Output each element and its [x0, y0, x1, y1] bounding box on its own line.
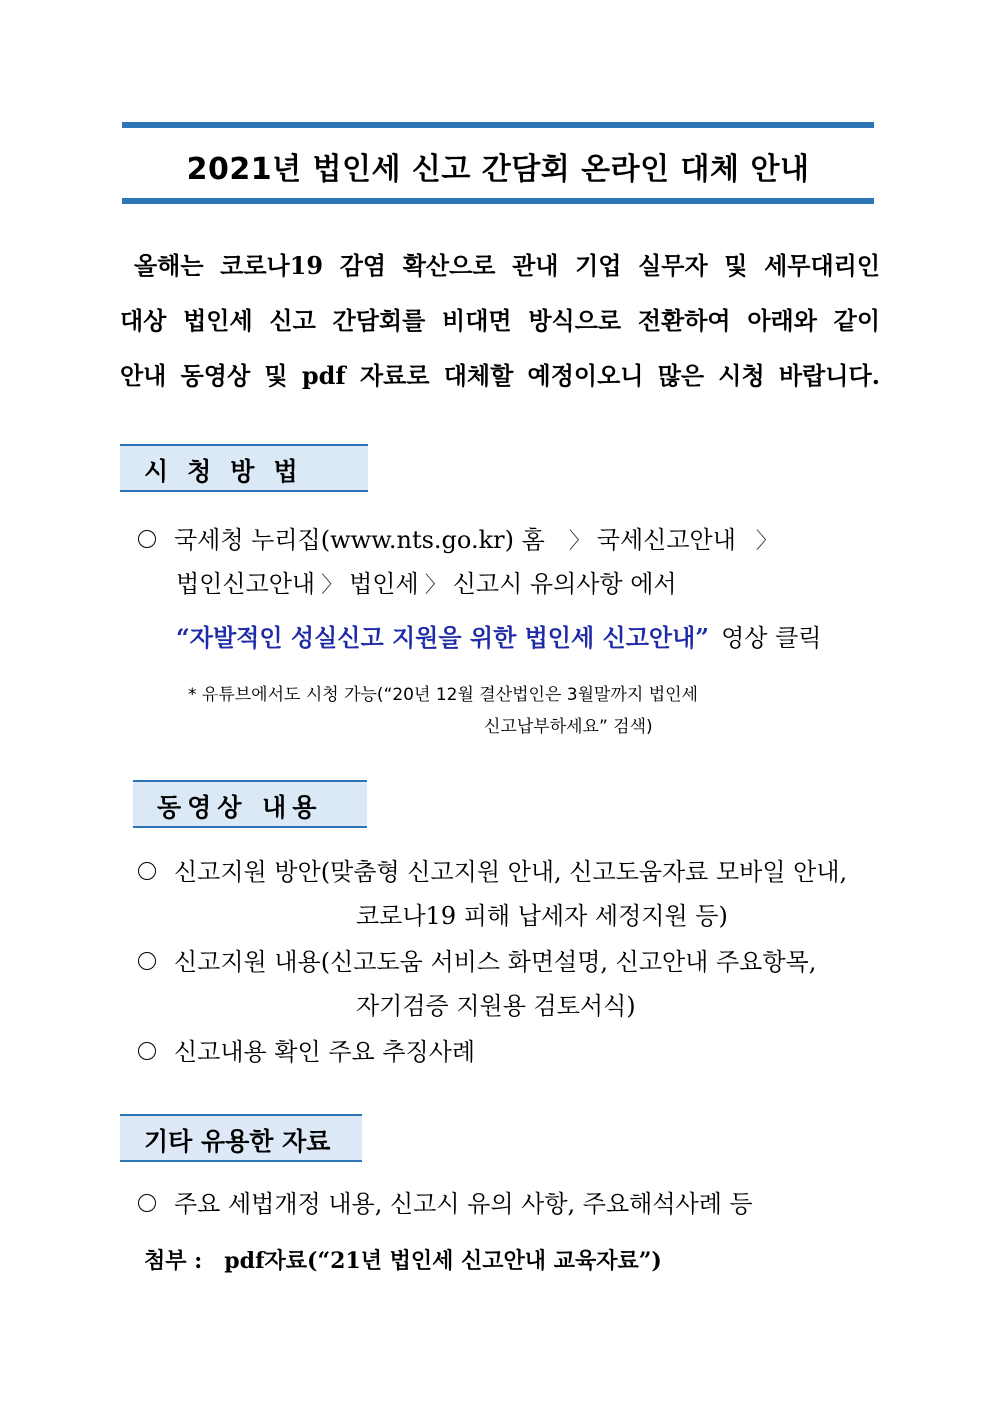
video-title-link[interactable]: “자발적인 성실신고 지원을 위한 법인세 신고안내” [176, 623, 710, 652]
intro-line-1: 올해는 코로나19 감염 확산으로 관내 기업 실무자 및 세무대리인 [134, 251, 880, 280]
chevron-right-icon: 〉 [755, 529, 778, 554]
attachment-label: 첨부 : [144, 1248, 203, 1274]
circle-bullet-icon [138, 1194, 156, 1212]
section-heading-contents [133, 780, 367, 828]
page-title: 2021년 법인세 신고 간담회 온라인 대체 안내 [186, 152, 810, 187]
circle-bullet-icon [138, 530, 156, 548]
viewing-path-menu-3: 법인세 [349, 570, 419, 598]
circle-bullet-icon [138, 952, 156, 970]
section-heading-contents-label: 동영상 내용 [157, 793, 323, 822]
other-item-1-text: 주요 세법개정 내용, 신고시 유의 사항, 주요해석사례 등 [174, 1190, 753, 1218]
circle-bullet-icon [138, 1042, 156, 1060]
viewing-path-menu-1: 국세신고안내 [596, 526, 736, 554]
youtube-note-line-1: * 유튜브에서도 시청 가능(“20년 12월 결산법인은 3월말까지 법인세 [188, 685, 698, 705]
attachment-row [144, 1244, 662, 1275]
viewing-path-menu-2: 법인신고안내 [176, 570, 316, 598]
title-block [122, 122, 874, 204]
chevron-right-icon: 〉 [568, 529, 591, 554]
viewing-path-home: 국세청 누리집(www.nts.go.kr) 홈 [174, 526, 545, 554]
contents-item-2-line-2: 자기검증 지원용 검토서식) [356, 992, 636, 1020]
contents-item-1-line-2: 코로나19 피해 납세자 세정지원 등) [356, 902, 728, 930]
section-heading-other [120, 1114, 362, 1162]
attachment-link[interactable]: pdf자료(“21년 법인세 신고안내 교육자료”) [224, 1248, 662, 1274]
contents-item-3-text: 신고내용 확인 주요 추징사례 [174, 1038, 476, 1066]
intro-line-2: 대상 법인세 신고 간담회를 비대면 방식으로 전환하여 아래와 같이 [120, 306, 880, 335]
viewing-line-3 [176, 618, 821, 653]
video-click-text: 영상 클릭 [721, 624, 822, 652]
section-heading-other-label: 기타 유용한 자료 [144, 1127, 331, 1156]
circle-bullet-icon [138, 862, 156, 880]
contents-item-3 [138, 1032, 475, 1067]
viewing-line-1 [138, 520, 784, 555]
title-top-rule [122, 122, 874, 128]
youtube-note-line-2: 신고납부하세요” 검색) [484, 717, 653, 737]
viewing-path-menu-4: 신고시 유의사항 에서 [452, 570, 677, 598]
viewing-line-2 [176, 564, 677, 599]
contents-item-2-text: 신고지원 내용(신고도움 서비스 화면설명, 신고안내 주요항목, [174, 948, 817, 976]
intro-paragraph [120, 238, 880, 403]
contents-item-2-line-1 [138, 942, 816, 977]
contents-item-1-text: 신고지원 방안(맞춤형 신고지원 안내, 신고도움자료 모바일 안내, [174, 858, 848, 886]
title-bottom-rule [122, 198, 874, 204]
section-heading-viewing-label: 시청방법 [144, 457, 317, 486]
contents-item-1-line-1 [138, 852, 847, 887]
intro-line-3: 안내 동영상 및 pdf 자료로 대체할 예정이오니 많은 시청 바랍니다. [120, 361, 880, 390]
section-heading-viewing [120, 444, 368, 492]
chevron-right-icon: 〉 [424, 573, 447, 598]
chevron-right-icon: 〉 [321, 573, 344, 598]
other-item-1 [138, 1184, 753, 1219]
